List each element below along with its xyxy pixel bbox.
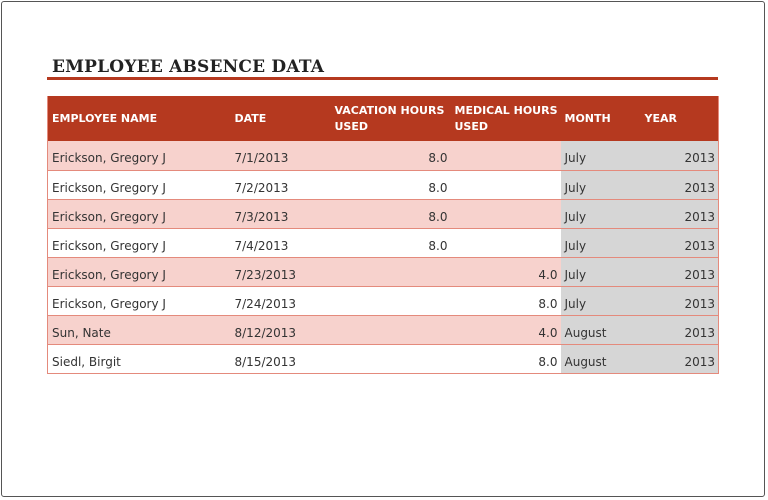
header-month[interactable]: MONTH	[561, 96, 641, 141]
cell-vacation-hours[interactable]: 8.0	[331, 199, 451, 228]
cell-employee-name[interactable]: Erickson, Gregory J	[48, 170, 231, 199]
cell-medical-hours[interactable]: 8.0	[451, 286, 561, 315]
cell-month[interactable]: August	[561, 344, 641, 373]
cell-month[interactable]: July	[561, 257, 641, 286]
cell-date[interactable]: 7/1/2013	[231, 141, 331, 170]
header-employee-name[interactable]: EMPLOYEE NAME	[48, 96, 231, 141]
cell-year[interactable]: 2013	[641, 199, 719, 228]
title-underline	[47, 77, 718, 80]
cell-month[interactable]: July	[561, 199, 641, 228]
page-title: EMPLOYEE ABSENCE DATA	[52, 57, 325, 77]
cell-medical-hours[interactable]	[451, 199, 561, 228]
cell-month[interactable]: August	[561, 315, 641, 344]
cell-date[interactable]: 7/23/2013	[231, 257, 331, 286]
table-row	[48, 344, 719, 373]
cell-date[interactable]: 7/4/2013	[231, 228, 331, 257]
cell-employee-name[interactable]: Erickson, Gregory J	[48, 286, 231, 315]
table-row	[48, 170, 719, 199]
cell-vacation-hours[interactable]: 8.0	[331, 228, 451, 257]
table-row	[48, 315, 719, 344]
cell-employee-name[interactable]: Erickson, Gregory J	[48, 257, 231, 286]
cell-year[interactable]: 2013	[641, 286, 719, 315]
table-row	[48, 199, 719, 228]
cell-year[interactable]: 2013	[641, 141, 719, 170]
cell-vacation-hours[interactable]: 8.0	[331, 170, 451, 199]
header-medical-hours[interactable]: MEDICAL HOURS USED	[451, 96, 561, 141]
table-row	[48, 257, 719, 286]
cell-date[interactable]: 7/2/2013	[231, 170, 331, 199]
cell-month[interactable]: July	[561, 141, 641, 170]
table-row	[48, 286, 719, 315]
cell-employee-name[interactable]: Erickson, Gregory J	[48, 199, 231, 228]
cell-month[interactable]: July	[561, 228, 641, 257]
cell-employee-name[interactable]: Erickson, Gregory J	[48, 141, 231, 170]
cell-year[interactable]: 2013	[641, 257, 719, 286]
table-row	[48, 228, 719, 257]
cell-vacation-hours[interactable]	[331, 344, 451, 373]
header-year[interactable]: YEAR	[641, 96, 719, 141]
header-date[interactable]: DATE	[231, 96, 331, 141]
cell-date[interactable]: 7/3/2013	[231, 199, 331, 228]
cell-employee-name[interactable]: Erickson, Gregory J	[48, 228, 231, 257]
cell-employee-name[interactable]: Sun, Nate	[48, 315, 231, 344]
cell-year[interactable]: 2013	[641, 228, 719, 257]
cell-year[interactable]: 2013	[641, 170, 719, 199]
table-row	[48, 141, 719, 170]
cell-vacation-hours[interactable]	[331, 257, 451, 286]
cell-medical-hours[interactable]	[451, 170, 561, 199]
cell-year[interactable]: 2013	[641, 344, 719, 373]
cell-medical-hours[interactable]	[451, 141, 561, 170]
cell-date[interactable]: 7/24/2013	[231, 286, 331, 315]
cell-month[interactable]: July	[561, 286, 641, 315]
cell-medical-hours[interactable]: 8.0	[451, 344, 561, 373]
absence-table	[47, 96, 719, 374]
cell-date[interactable]: 8/12/2013	[231, 315, 331, 344]
cell-medical-hours[interactable]: 4.0	[451, 315, 561, 344]
cell-year[interactable]: 2013	[641, 315, 719, 344]
cell-employee-name[interactable]: Siedl, Birgit	[48, 344, 231, 373]
cell-medical-hours[interactable]	[451, 228, 561, 257]
header-vacation-hours[interactable]: VACATION HOURS USED	[331, 96, 451, 141]
cell-vacation-hours[interactable]: 8.0	[331, 141, 451, 170]
cell-date[interactable]: 8/15/2013	[231, 344, 331, 373]
cell-medical-hours[interactable]: 4.0	[451, 257, 561, 286]
cell-vacation-hours[interactable]	[331, 315, 451, 344]
cell-vacation-hours[interactable]	[331, 286, 451, 315]
cell-month[interactable]: July	[561, 170, 641, 199]
table-header-row	[48, 96, 719, 141]
